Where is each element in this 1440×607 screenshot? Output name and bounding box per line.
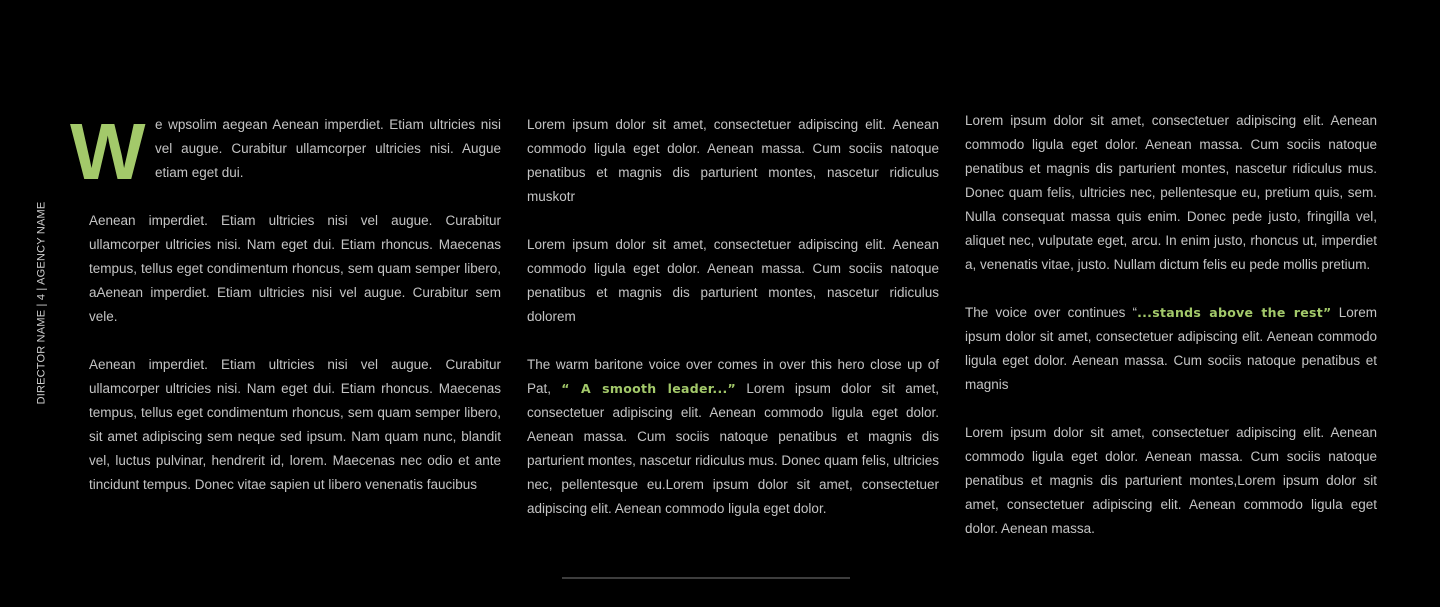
- column-1: [70, 107, 501, 521]
- dropcap-letter: W: [70, 107, 143, 196]
- column-1-paragraph-3: Aenean imperdiet. Etiam ultricies nisi vel augue. Curabitur ullamcorper ultricies nisi. Nam eget dui. Etiam rhoncus. Maecenas tempus, tellus eget condimentum rhoncus, sem quam semper libero, sit amet adipiscing sem neque sed ipsum. Nam quam nunc, blandit vel, luctus pulvinar, hendrerit id, lorem. Maecenas nec odio et ante tincidunt tempus. Donec vitae sapien ut libero venenatis faucibus: [89, 357, 501, 492]
- column-2-paragraph-3-rest: Lorem ipsum dolor sit amet, consectetuer adipiscing elit. Aenean commodo ligula eget dolor. Aenean massa. Cum sociis natoque penatibus et magnis dis parturient montes, nascetur ridiculus mus. Donec quam felis, ultricies nec, pellentesque eu.Lorem ipsum dolor sit amet, consectetuer adipiscing elit. Aenean commodo ligula eget dolor.: [527, 381, 939, 516]
- column-3-paragraph-2: [965, 301, 1377, 397]
- side-label: [31, 201, 51, 405]
- column-2-paragraph-3-lead: The warm baritone voice over comes in over this hero close up of Pat,: [527, 357, 939, 396]
- column-3-paragraph-2-rest: Lorem ipsum dolor sit amet, consectetuer adipiscing elit. Aenean commodo ligula eget dolor. Aenean massa. Cum sociis natoque penatibus et magnis: [965, 305, 1377, 392]
- column-3-paragraph-1: Lorem ipsum dolor sit amet, consectetuer adipiscing elit. Aenean commodo ligula eget dolor. Aenean massa. Cum sociis natoque penatibus et magnis dis parturient montes, nascetur ridiculus mus. Donec quam felis, ultricies nec, pellentesque eu, pretium quis, sem. Nulla consequat massa quis enim. Donec pede justo, fringilla vel, aliquet nec, vulputate eget, arcu. In enim justo, rhoncus ut, imperdiet a, venenatis vitae, justo. Nullam dictum felis eu pede mollis pretium.: [965, 113, 1377, 272]
- column-3-paragraph-3: Lorem ipsum dolor sit amet, consectetuer adipiscing elit. Aenean commodo ligula eget dolor. Aenean massa. Cum sociis natoque penatibus et magnis dis parturient montes,Lorem ipsum dolor sit amet, consectetuer adipiscing elit. Aenean commodo ligula eget dolor. Aenean massa.: [965, 425, 1377, 536]
- bottom-divider: [562, 577, 850, 579]
- column-2: [527, 113, 939, 545]
- side-label-text: DIRECTOR NAME | 4 | AGENCY NAME: [35, 201, 48, 405]
- column-1-paragraph-2: Aenean imperdiet. Etiam ultricies nisi vel augue. Curabitur ullamcorper ultricies nisi. Nam eget dui. Etiam rhoncus. Maecenas tempus, tellus eget condimentum rhoncus, sem quam semper libero, aAenean imperdiet. Etiam ultricies nisi vel augue. Curabitur sem vele.: [89, 213, 501, 324]
- column-2-paragraph-3: [527, 353, 939, 521]
- column-2-paragraph-1: Lorem ipsum dolor sit amet, consectetuer adipiscing elit. Aenean commodo ligula eget dolor. Aenean massa. Cum sociis natoque penatibus et magnis dis parturient montes, nascetur ridiculus muskotr: [527, 117, 939, 204]
- pull-quote-smooth-leader: “ A smooth leader...”: [561, 381, 737, 396]
- column-2-paragraph-2: Lorem ipsum dolor sit amet, consectetuer adipiscing elit. Aenean commodo ligula eget dolor. Aenean massa. Cum sociis natoque penatibus et magnis dis parturient montes, nascetur ridiculus dolorem: [527, 237, 939, 324]
- pull-quote-stands-above: ...stands above the rest”: [1137, 305, 1332, 320]
- dropcap-paragraph-text: e wpsolim aegean Aenean imperdiet. Etiam ultricies nisi vel augue. Curabitur ullamcorper ultricies nisi. Augue etiam eget dui.: [155, 117, 501, 180]
- dropcap-paragraph: [70, 107, 501, 196]
- column-3-paragraph-2-lead: The voice over continues “: [965, 305, 1138, 320]
- column-3: [965, 109, 1377, 565]
